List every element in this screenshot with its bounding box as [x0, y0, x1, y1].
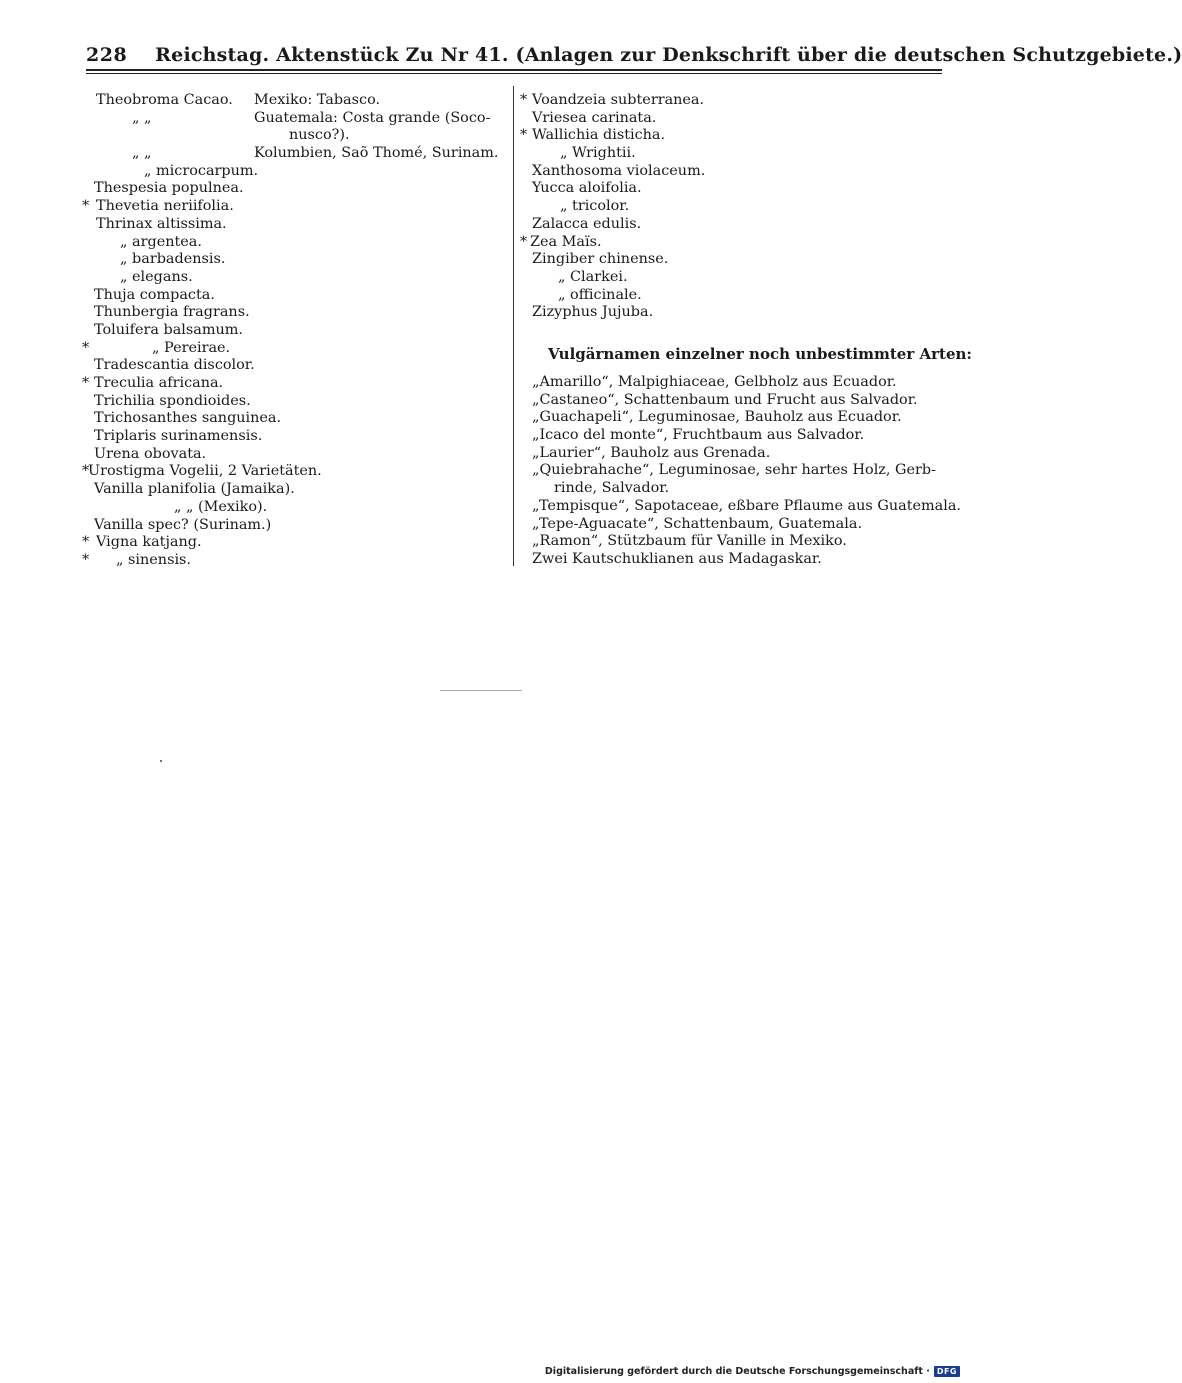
species-name: Wallichia disticha.	[532, 127, 666, 144]
species-name: „ barbadensis.	[120, 251, 226, 268]
species-name: Toluifera balsamum.	[94, 321, 243, 338]
header-rule-thick	[86, 69, 942, 71]
species-name: „ Clarkei.	[558, 268, 628, 285]
left-entry	[82, 499, 512, 517]
vulgar-name-line: „Castaneo“, Schattenbaum und Frucht aus Salvador.	[532, 391, 918, 408]
right-entry	[520, 110, 950, 128]
species-name: Tradescantia discolor.	[94, 357, 255, 374]
left-entry	[82, 410, 512, 428]
species-name: Zingiber chinense.	[532, 251, 669, 268]
species-name: Thevetia neriifolia.	[96, 198, 234, 215]
vulgar-name-line: Zwei Kautschuklianen aus Madagaskar.	[532, 550, 822, 567]
left-entry	[82, 463, 512, 481]
origin-location: Guatemala: Costa grande (Soco-	[254, 109, 491, 126]
left-entry	[82, 534, 512, 552]
species-name: Vriesea carinata.	[532, 109, 657, 126]
species-name: Zea Maïs.	[530, 233, 602, 250]
left-entry	[82, 216, 512, 234]
species-name: „ „	[132, 145, 152, 162]
species-name: „ Pereirae.	[152, 339, 231, 356]
dfg-logo: DFG	[934, 1366, 960, 1377]
species-name: Treculia africana.	[94, 375, 224, 391]
species-name: Thuja compacta.	[94, 286, 215, 303]
species-name: „ elegans.	[120, 268, 193, 285]
species-name: Urena obovata.	[94, 445, 207, 462]
vulgar-name-line: „Tepe-Aguacate“, Schattenbaum, Guatemala.	[532, 515, 863, 532]
left-column	[82, 92, 512, 570]
right-entry	[520, 145, 950, 163]
species-name: Zizyphus Jujuba.	[532, 304, 654, 321]
right-entry	[520, 180, 950, 198]
footer-text: Digitalisierung gefördert durch die Deutsche Forschungsgemeinschaft ·	[544, 1366, 930, 1377]
header-title: Reichstag. Aktenstück Zu Nr 41. (Anlagen zur Denkschrift über die deutschen Schutzgebiete.)	[155, 44, 1182, 66]
footer-credit	[545, 1366, 960, 1377]
species-name: Xanthosoma violaceum.	[532, 162, 706, 179]
species-name: „ argentea.	[120, 233, 202, 250]
vulgar-name-line: rinde, Salvador.	[554, 480, 670, 497]
asterisk-mark: *	[82, 375, 90, 391]
asterisk-mark: *	[82, 551, 90, 568]
scan-artifact-dot	[160, 760, 162, 762]
left-entry	[82, 198, 512, 216]
asterisk-mark: *	[82, 534, 90, 551]
asterisk-mark: *	[82, 198, 90, 215]
species-name: Zalacca edulis.	[532, 215, 642, 232]
species-name: Thespesia populnea.	[94, 180, 244, 197]
species-name: Trichosanthes sanguinea.	[94, 410, 282, 427]
left-entry	[82, 340, 512, 358]
right-entry	[520, 216, 950, 234]
left-entry	[82, 428, 512, 446]
species-name: Vanilla planifolia (Jamaika).	[94, 481, 295, 498]
species-name: Trichilia spondioides.	[94, 392, 251, 409]
vulgar-name-line: „Guachapeli“, Leguminosae, Bauholz aus Ecuador.	[532, 409, 902, 426]
scan-artifact-line	[440, 690, 522, 691]
header-rule-thin	[86, 73, 942, 74]
vulgar-name-line: „Tempisque“, Sapotaceae, eßbare Pflaume aus Guatemala.	[532, 497, 961, 514]
asterisk-mark: *	[82, 339, 90, 356]
left-entry	[82, 287, 512, 305]
right-entry	[520, 127, 950, 145]
right-entry	[520, 251, 950, 269]
left-entry	[82, 446, 512, 464]
vulgar-name-line: „Laurier“, Bauholz aus Grenada.	[532, 444, 771, 461]
species-name: „ microcarpum.	[144, 162, 259, 179]
species-name: Vigna katjang.	[96, 534, 202, 551]
right-entry	[520, 198, 950, 216]
right-entry	[520, 269, 950, 287]
vulgar-names-heading: Vulgärnamen einzelner noch unbestimmter Arten:	[548, 345, 972, 363]
left-entry	[82, 304, 512, 322]
vulgar-name-line: „Amarillo“, Malpighiaceae, Gelbholz aus Ecuador.	[532, 374, 897, 390]
right-column	[520, 92, 950, 322]
species-name: Urostigma Vogelii, 2 Varietäten.	[88, 463, 322, 480]
column-divider	[513, 86, 514, 566]
vulgar-name-line: „Icaco del monte“, Fruchtbaum aus Salvador.	[532, 427, 865, 444]
left-entry	[82, 393, 512, 411]
origin-location: Kolumbien, Saõ Thomé, Surinam.	[254, 145, 499, 162]
left-entry	[82, 481, 512, 499]
right-entry	[520, 163, 950, 181]
vulgar-names-list	[532, 374, 961, 569]
left-entry	[82, 110, 512, 128]
species-name: Voandzeia subterranea.	[532, 92, 705, 108]
species-name: Theobroma Cacao.	[96, 92, 233, 108]
species-name: Thrinax altissima.	[96, 215, 227, 232]
left-entry	[82, 269, 512, 287]
asterisk-mark: *	[520, 127, 528, 144]
page-number: 228	[86, 44, 128, 66]
left-entry	[82, 127, 512, 145]
left-entry	[82, 180, 512, 198]
right-entry	[520, 304, 950, 322]
asterisk-mark: *	[520, 92, 528, 108]
page-header	[86, 44, 1182, 70]
vulgar-name-line: „Ramon“, Stützbaum für Vanille in Mexiko.	[532, 533, 847, 550]
left-entry	[82, 375, 512, 393]
left-entry	[82, 145, 512, 163]
species-name: „ officinale.	[558, 286, 642, 303]
species-name: „ „	[132, 109, 152, 126]
species-name: Vanilla spec? (Surinam.)	[94, 516, 272, 533]
left-entry	[82, 517, 512, 535]
origin-location: Mexiko: Tabasco.	[254, 92, 381, 108]
right-entry	[520, 234, 950, 252]
left-entry	[82, 163, 512, 181]
left-entry	[82, 234, 512, 252]
left-entry	[82, 251, 512, 269]
species-name: Yucca aloifolia.	[532, 180, 642, 197]
species-name: „ tricolor.	[560, 198, 630, 215]
species-name: „ Wrightii.	[560, 145, 636, 162]
origin-location: nusco?).	[289, 127, 350, 144]
right-entry	[520, 92, 950, 110]
left-entry	[82, 322, 512, 340]
asterisk-mark: *	[520, 233, 528, 250]
left-entry	[82, 92, 512, 110]
left-entry	[82, 357, 512, 375]
species-name: „ sinensis.	[116, 551, 192, 568]
species-name: Thunbergia fragrans.	[94, 304, 250, 321]
species-name: Triplaris surinamensis.	[94, 428, 263, 445]
species-name: „ „ (Mexiko).	[174, 498, 268, 515]
right-entry	[520, 287, 950, 305]
left-entry	[82, 552, 512, 570]
asterisk-mark: *	[82, 463, 90, 480]
vulgar-name-line: „Quiebrahache“, Leguminosae, sehr hartes Holz, Gerb-	[532, 462, 936, 479]
